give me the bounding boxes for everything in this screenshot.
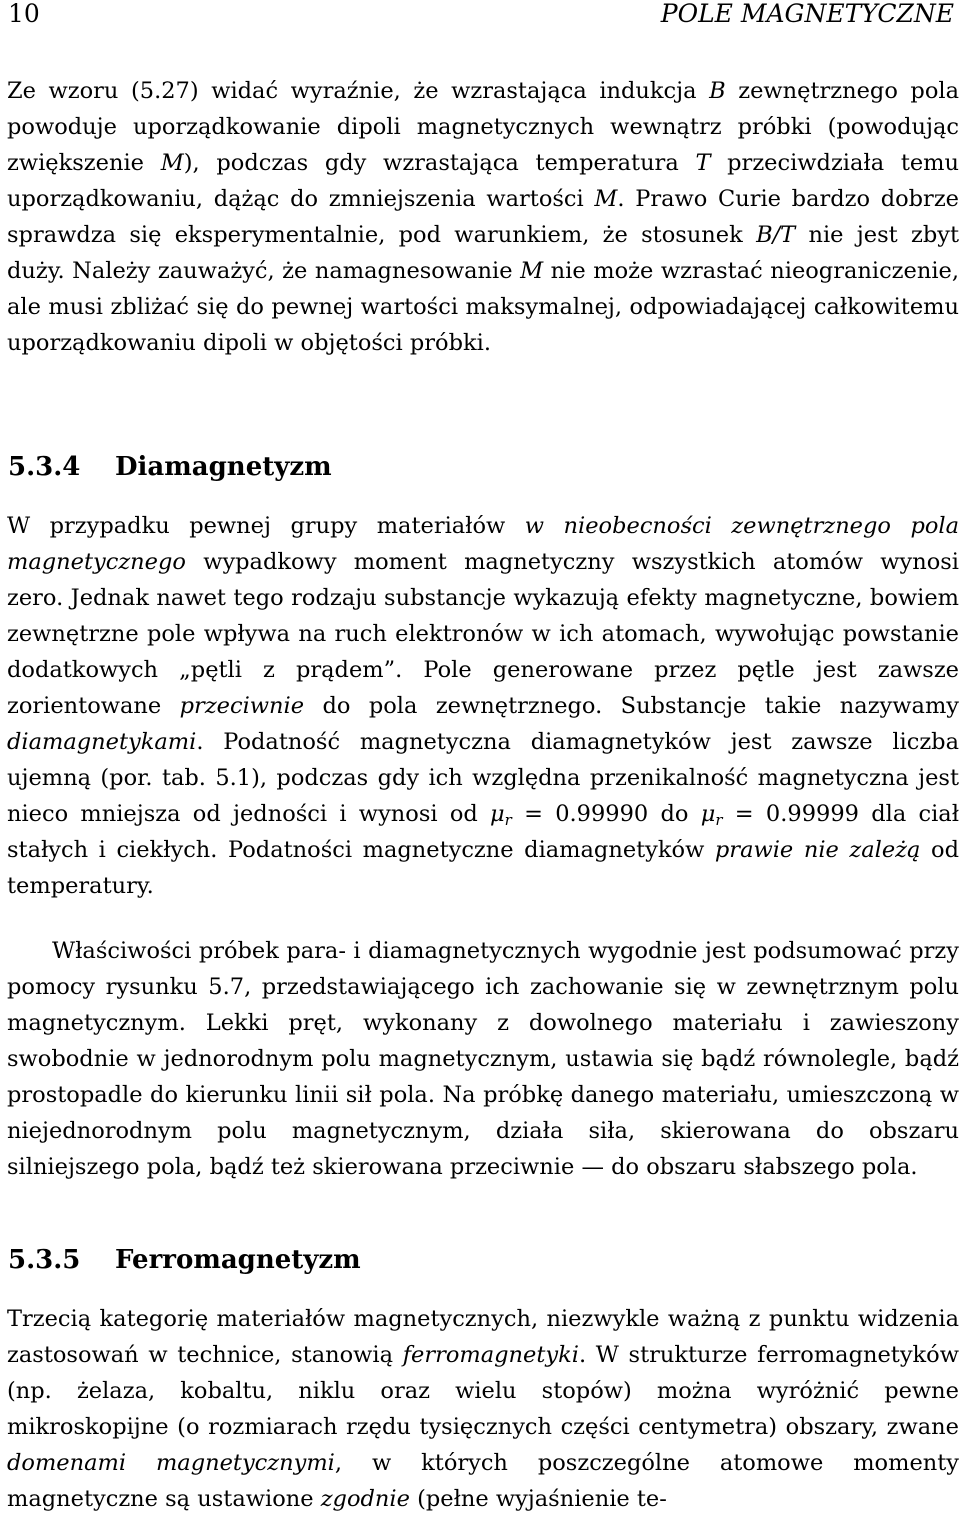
emphasis-text: zgodnie — [320, 1486, 410, 1512]
paragraph-ferromagnetism — [7, 1301, 959, 1517]
math-symbol: T — [695, 150, 711, 176]
math-symbol: μ — [700, 801, 716, 827]
section-heading-ferromagnetism — [8, 1243, 361, 1277]
text-run: . W strukturze ferromagnetyków (np. żelaza, kobaltu, niklu oraz wielu stopów) można wyróżnić pewne mikroskopijne (o rozmiarach rzędu tysięcznych części centymetra) obszary, zwane — [7, 1342, 959, 1440]
page-number: 10 — [8, 0, 40, 28]
section-title: Diamagnetyzm — [115, 452, 332, 482]
section-number: 5.3.5 — [8, 1245, 81, 1275]
emphasis-text: diamagnetykami — [7, 729, 197, 755]
text-run: W przypadku pewnej grupy materiałów — [7, 513, 525, 539]
text-run: Trzecią kategorię materiałów magnetycznych, niezwykle ważną z punktu widzenia zastosowań w technice, stanowią — [7, 1306, 959, 1368]
section-number: 5.3.4 — [8, 452, 81, 482]
text-run: do — [648, 801, 701, 827]
section-title: Ferromagnetyzm — [115, 1245, 361, 1275]
math-subscript: r — [715, 811, 723, 829]
math-symbol: M — [594, 186, 618, 212]
text-run: Ze wzoru (5.27) widać wyraźnie, że wzrastająca indukcja — [7, 78, 710, 104]
math-symbol: M — [160, 150, 184, 176]
text-run: wypadkowy moment magnetyczny wszystkich atomów wynosi zero. Jednak nawet tego rodzaju substancje wykazują efekty magnetyczne, bowiem zewnętrzne pole wpływa na ruch elektronów w ich atomach, wywołując powstanie dodatkowych „pętli z prądem”. Pole generowane przez pętle jest zawsze zorientowane — [7, 549, 959, 719]
math-subscript: r — [504, 811, 512, 829]
text-run: do pola zewnętrznego. Substancje takie nazywamy — [304, 693, 959, 719]
running-title: POLE MAGNETYCZNE — [660, 0, 954, 28]
math-symbol: M — [520, 258, 544, 284]
emphasis-text: w nieobecności zewnętrznego pola magnetycznego — [7, 513, 960, 575]
math-symbol: B/T — [756, 222, 796, 248]
text-run: zewnętrznego pola powoduje uporządkowanie dipoli magnetycznych wewnątrz próbki (powodując zwiększenie — [7, 78, 959, 176]
emphasis-text: prawie nie zależą — [714, 837, 921, 863]
text-run: , w których poszczególne atomowe momenty magnetyczne są ustawione — [7, 1450, 960, 1512]
section-heading-diamagnetism — [8, 450, 332, 484]
paragraph-para-dia-summary: Właściwości próbek para- i diamagnetycznych wygodnie jest podsumować przy pomocy rysunku 5.7, przedstawiającego ich zachowanie się w zewnętrznym polu magnetycznym. Lekki pręt, wykonany z dowolnego materiału i zawieszony swobodnie w jednorodnym polu magnetycznym, ustawia się bądź równolegle, bądź prostopadle do kierunku linii sił pola. Na próbkę danego materiału, umieszczoną w niejednorodnym polu magnetycznym, działa siła, skierowana do obszaru silniejszego pola, bądź też skierowana przeciwnie — do obszaru słabszego pola. — [7, 938, 959, 1180]
math-symbol: μ — [490, 801, 505, 827]
math-symbol: B — [709, 78, 726, 104]
text-run: ), podczas gdy wzrastająca temperatura — [183, 150, 696, 176]
text-run: dla ciał stałych i ciekłych. Podatności magnetyczne diamagnetyków — [7, 801, 959, 863]
math-value: = 0.99999 — [722, 801, 859, 827]
text-run: . Podatność magnetyczna diamagnetyków jest zawsze liczba ujemną (por. tab. 5.1), podczas gdy ich względna przenikalność magnetyczna jest nieco mniejsza od jedności i wynosi od — [7, 729, 959, 827]
text-run: (pełne wyjaśnienie te- — [409, 1486, 667, 1512]
paragraph-diamagnetism — [7, 508, 959, 904]
emphasis-text: domenami magnetycznymi — [7, 1450, 335, 1476]
emphasis-text: przeciwnie — [179, 693, 305, 719]
text-run: . Prawo Curie bardzo dobrze sprawdza się eksperymentalnie, pod warunkiem, że stosunek — [7, 186, 959, 248]
text-run: przeciwdziała temu uporządkowaniu, dążąc do zmniejszenia wartości — [7, 150, 960, 212]
emphasis-text: ferromagnetyki — [402, 1342, 579, 1368]
text-run: od temperatury. — [7, 837, 959, 899]
math-value: = 0.99990 — [511, 801, 649, 827]
text-run: nie jest zbyt duży. Należy zauważyć, że namagnesowanie — [7, 222, 959, 284]
text-run: nie może wzrastać nieograniczenie, ale musi zbliżać się do pewnej wartości maksymalnej, odpowiadającej całkowitemu uporządkowaniu dipoli w objętości próbki. — [7, 258, 959, 356]
page-header — [8, 0, 954, 38]
paragraph-curie-law — [7, 73, 959, 361]
